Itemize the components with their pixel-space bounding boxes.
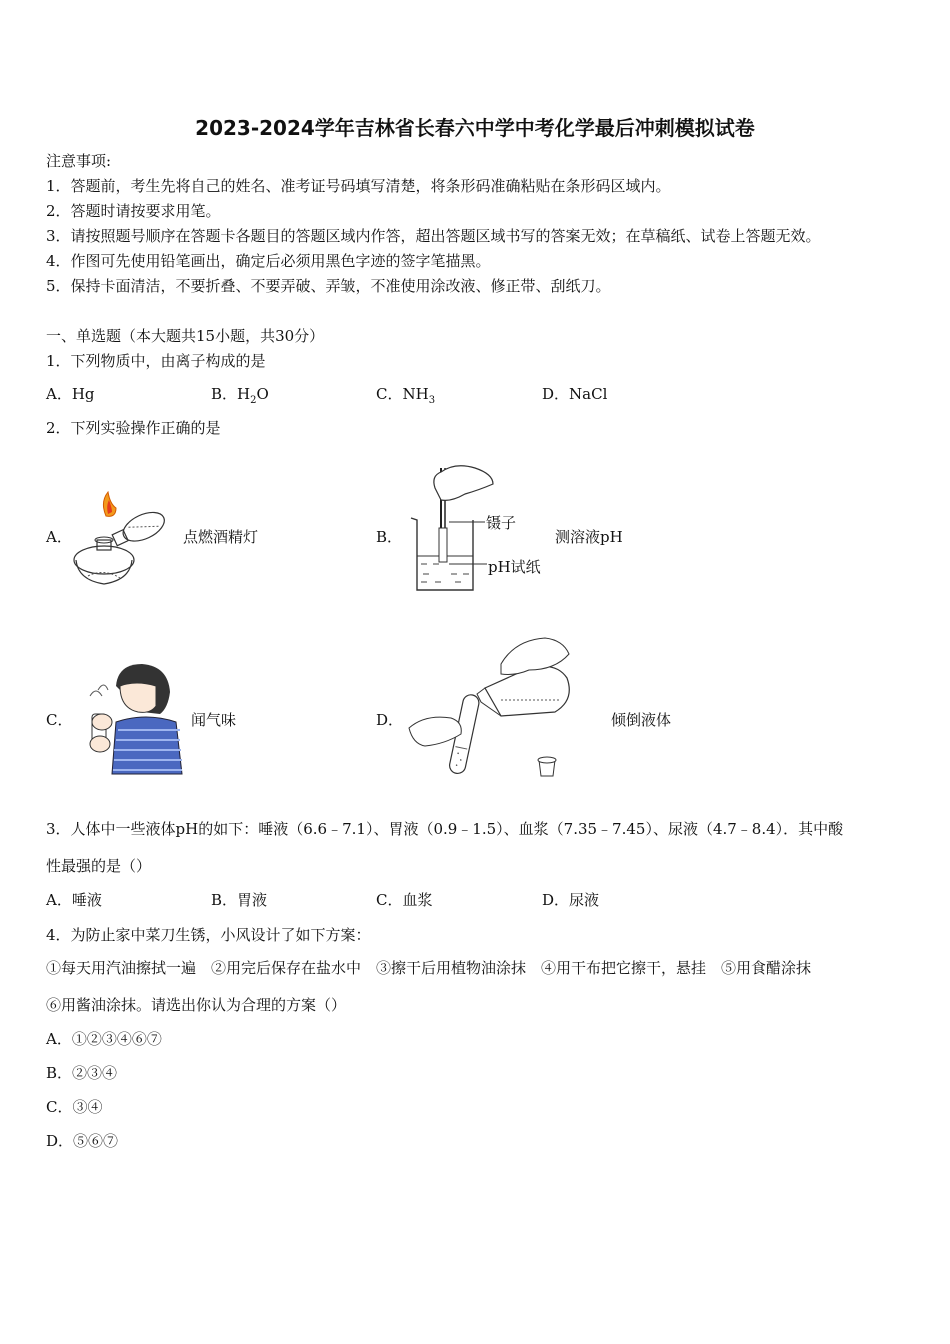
notice-item-2: 2．答题时请按要求用笔。 bbox=[46, 202, 221, 220]
smelling-boy-illustration bbox=[76, 656, 188, 776]
notice-item-1: 1．答题前，考生先将自己的姓名、准考证号码填写清楚，将条形码准确粘贴在条形码区域内。 bbox=[46, 177, 671, 195]
q4-option-c: C．③④ bbox=[46, 1098, 103, 1116]
q2-stem: 2．下列实验操作正确的是 bbox=[46, 419, 221, 437]
q4-option-b: B．②③④ bbox=[46, 1064, 118, 1082]
section-heading: 一、单选题（本大题共15小题，共30分） bbox=[46, 327, 325, 345]
q1-option-d: D．NaCl bbox=[542, 385, 608, 403]
q1-option-a: A．Hg bbox=[46, 385, 95, 403]
q2-option-b-letter: B． bbox=[376, 528, 403, 546]
q4-stem: 4．为防止家中菜刀生锈，小风设计了如下方案： bbox=[46, 926, 371, 944]
alcohol-lamp-illustration bbox=[66, 488, 176, 593]
q1-stem: 1．下列物质中，由离子构成的是 bbox=[46, 352, 266, 370]
notice-item-5: 5．保持卡面清洁，不要折叠、不要弄破、弄皱，不准使用涂改液、修正带、刮纸刀。 bbox=[46, 277, 611, 295]
notice-item-3: 3．请按照题号顺序在答题卡各题目的答题区域内作答，超出答题区域书写的答案无效；在草稿纸、试卷上答题无效。 bbox=[46, 227, 821, 245]
ph-paper-label: pH试纸 bbox=[488, 558, 541, 576]
q3-option-d: D．尿液 bbox=[542, 891, 600, 909]
q4-plans-line2: ⑥用酱油涂抹。请选出你认为合理的方案（） bbox=[46, 996, 347, 1014]
q3-stem-line1: 3．人体中一些液体pH的如下：唾液（6.6﹣7.1）、胃液（0.9﹣1.5）、血浆（7.35﹣7.45）、尿液（4.7﹣8.4）．其中酸 bbox=[46, 820, 844, 838]
notice-item-4: 4．作图可先使用铅笔画出，确定后必须用黑色字迹的签字笔描黑。 bbox=[46, 252, 491, 270]
q1-option-b: B．$H_2O$ bbox=[211, 385, 269, 406]
q3-stem-line2: 性最强的是（） bbox=[46, 857, 152, 875]
q4-option-d: D．⑤⑥⑦ bbox=[46, 1132, 119, 1150]
page-title: 2023-2024学年吉林省长春六中学中考化学最后冲刺模拟试卷 bbox=[195, 116, 755, 140]
q4-option-a: A．①②③④⑥⑦ bbox=[46, 1030, 162, 1048]
q1-option-c: C．$NH_3$ bbox=[376, 385, 436, 406]
q2-option-a-letter: A． bbox=[46, 528, 72, 546]
q2-option-c-letter: C． bbox=[46, 711, 73, 729]
q2-option-b-label: 测溶液pH bbox=[555, 528, 623, 546]
q2-option-c-label: 闻气味 bbox=[191, 711, 237, 729]
pouring-liquid-illustration bbox=[405, 630, 585, 780]
q2-option-d-letter: D． bbox=[376, 711, 404, 729]
notice-heading: 注意事项: bbox=[46, 152, 112, 170]
q3-option-a: A．唾液 bbox=[46, 891, 102, 909]
q4-plans-line1: ①每天用汽油擦拭一遍 ②用完后保存在盐水中 ③擦干后用植物油涂抹 ④用干布把它擦干，悬挂 ⑤用食醋涂抹 bbox=[46, 959, 812, 977]
q2-option-d-label: 倾倒液体 bbox=[611, 711, 672, 729]
q3-option-c: C．血浆 bbox=[376, 891, 433, 909]
tweezers-label: 镊子 bbox=[486, 514, 517, 532]
q3-option-b: B．胃液 bbox=[211, 891, 268, 909]
q2-option-a-label: 点燃酒精灯 bbox=[183, 528, 259, 546]
